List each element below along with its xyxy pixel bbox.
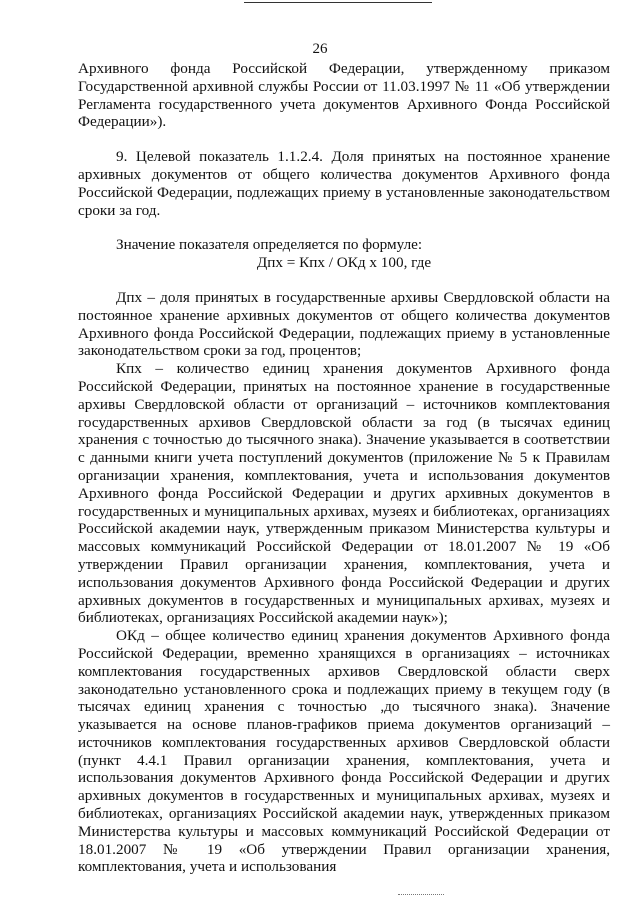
paragraph-target-indicator: 9. Целевой показатель 1.1.2.4. Доля принятых на постоянное хранение архивных документов от общего количества документов Архивного фонда Российской Федерации, подлежащих приему в установленные законодательством сроки за год. (78, 148, 610, 219)
definition-dph: Дпх – доля принятых в государственные архивы Свердловской области на постоянное хранение архивных документов от общего количества документов Архивного фонда Российской Федерации, подлежащих приему в установленные законодательством сроки за год, процентов; (78, 288, 610, 360)
top-divider-line (244, 2, 432, 3)
page-number: 26 (312, 41, 328, 57)
definition-okd: ОКд – общее количество единиц хранения документов Архивного фонда Российской Федерации, временно хранящихся в организациях – источниках комплектования государственных архивов Свердловской области сверх законодательно установленного срока и подлежащих приему в текущем году (в тысячах единиц хранения с точностью ,до тысячного знака). Значение указывается на основе планов-графиков приема документов организаций – источников комплектования государственных архивов Свердловской области (пункт 4.4.1 Правил организации хранения, комплектования, учета и использования документов Архивного фонда Российской Федерации и других архивных документов в государственных и муниципальных архивах, музеях и библиотеках, организациях Российской академии наук, утвержденных приказом Министерства культуры и массовых коммуникаций Российской Федерации от 18.01.2007 № 19 «Об утверждении Правил организации хранения, комплектования, учета и использования (78, 627, 610, 876)
document-body (78, 60, 610, 876)
scan-artifact-mark (398, 894, 444, 895)
paragraph-formula-intro: Значение показателя определяется по формуле: (116, 236, 423, 254)
formula: Дпх = Кпх / ОКд х 100, где (256, 254, 432, 272)
paragraph-continuation: Архивного фонда Российской Федерации, утвержденному приказом Государственной архивной службы России от 11.03.1997 № 11 «Об утверждении Регламента государственного учета документов Архивного Фонда Российской Федерации»). (78, 60, 610, 131)
definition-kph: Кпх – количество единиц хранения документов Архивного фонда Российской Федерации, принятых на постоянное хранение в государственные архивы Свердловской области от организаций – источников комплектования государственных архивов Свердловской области за год (в тысячах единиц хранения с точностью до тысячного знака). Значение указывается в соответствии с данными книги учета поступлений документов (приложение № 5 к Правилам организации хранения, комплектования, учета и использования документов Архивного фонда Российской Федерации и других архивных документов в государственных и муниципальных архивах, музеях и библиотеках, организациях Российской академии наук, утвержденным приказом Министерства культуры и массовых коммуникаций Российской Федерации от 18.01.2007 № 19 «Об утверждении Правил организации хранения, комплектования, учета и использования документов Архивного фонда Российской Федерации и других архивных документов в государственных и муниципальных архивах, музеях и библиотеках, организациях Российской академии наук»); (78, 360, 610, 627)
